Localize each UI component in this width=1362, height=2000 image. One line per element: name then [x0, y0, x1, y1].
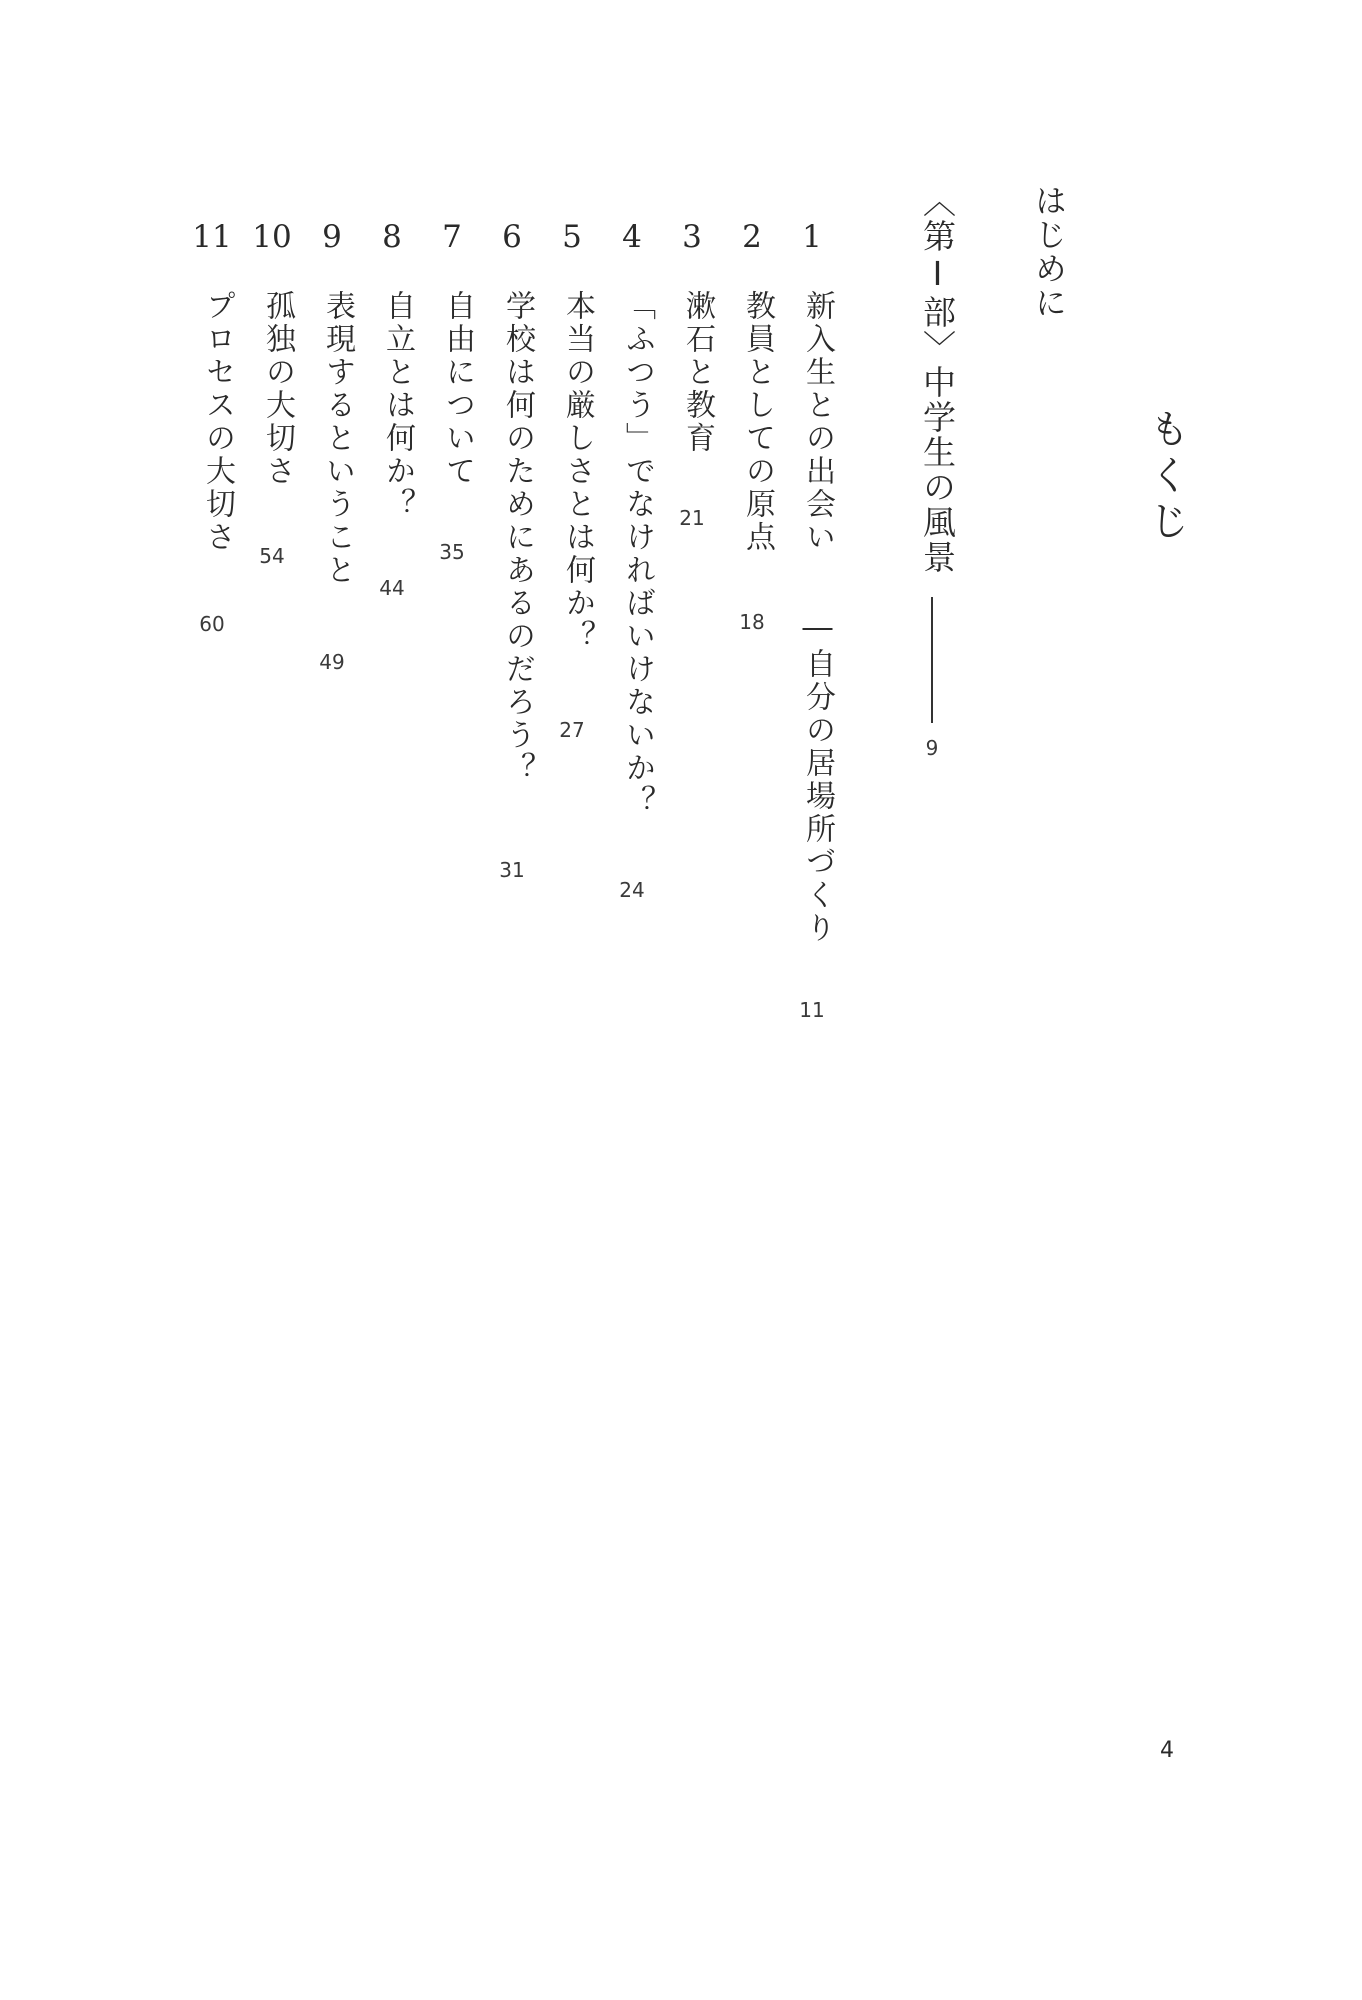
chapter-title[interactable]: 表現するということ	[320, 290, 355, 587]
chapter-number: 2	[742, 219, 762, 255]
chapter-page-number: 21	[679, 506, 705, 530]
chapter-page-number: 60	[199, 612, 225, 636]
chapter-title[interactable]: 「ふつう」でなければいけないか？	[620, 290, 655, 818]
chapter-page-number: 44	[379, 576, 405, 600]
chapter-page-number: 11	[799, 998, 825, 1022]
chapter-page-number: 18	[739, 610, 765, 634]
chapter-number: 1	[802, 219, 822, 255]
chapter-title[interactable]: 自立とは何か？	[380, 290, 415, 521]
chapter-number: 3	[682, 219, 702, 255]
chapter-number: 9	[322, 219, 342, 255]
chapter-number: 4	[622, 219, 642, 255]
part-page-number: 9	[925, 736, 939, 760]
chapter-subtitle: ―自分の居場所づくり	[800, 610, 835, 945]
chapter-number: 6	[502, 219, 522, 255]
part-leader-line	[931, 597, 933, 723]
chapter-title[interactable]: 学校は何のためにあるのだろう？	[500, 290, 535, 785]
chapter-page-number: 31	[499, 858, 525, 882]
chapter-title[interactable]: 自由について	[440, 290, 475, 488]
chapter-title[interactable]: 孤独の大切さ	[260, 290, 295, 488]
chapter-number: 8	[382, 219, 402, 255]
chapter-number: 5	[562, 219, 582, 255]
chapter-number: 11	[192, 219, 232, 255]
chapter-page-number: 27	[559, 718, 585, 742]
page-title: もくじ	[1143, 408, 1189, 546]
chapter-number: 10	[252, 219, 292, 255]
chapter-number: 7	[442, 219, 462, 255]
chapter-title[interactable]: 新入生との出会い	[800, 290, 835, 554]
chapter-title[interactable]: 漱石と教育	[680, 290, 715, 455]
chapter-title[interactable]: プロセスの大切さ	[200, 290, 235, 554]
chapter-page-number: 24	[619, 878, 645, 902]
chapter-title[interactable]: 教員としての原点	[740, 290, 775, 554]
toc-intro[interactable]: はじめに	[1030, 184, 1068, 320]
chapter-page-number: 35	[439, 540, 465, 564]
page-folio: 4	[1160, 1738, 1174, 1763]
chapter-page-number: 54	[259, 544, 285, 568]
chapter-page-number: 49	[319, 650, 345, 674]
part-heading[interactable]: 〈第Ⅰ部〉中学生の風景	[918, 184, 957, 575]
chapter-title[interactable]: 本当の厳しさとは何か？	[560, 290, 595, 653]
